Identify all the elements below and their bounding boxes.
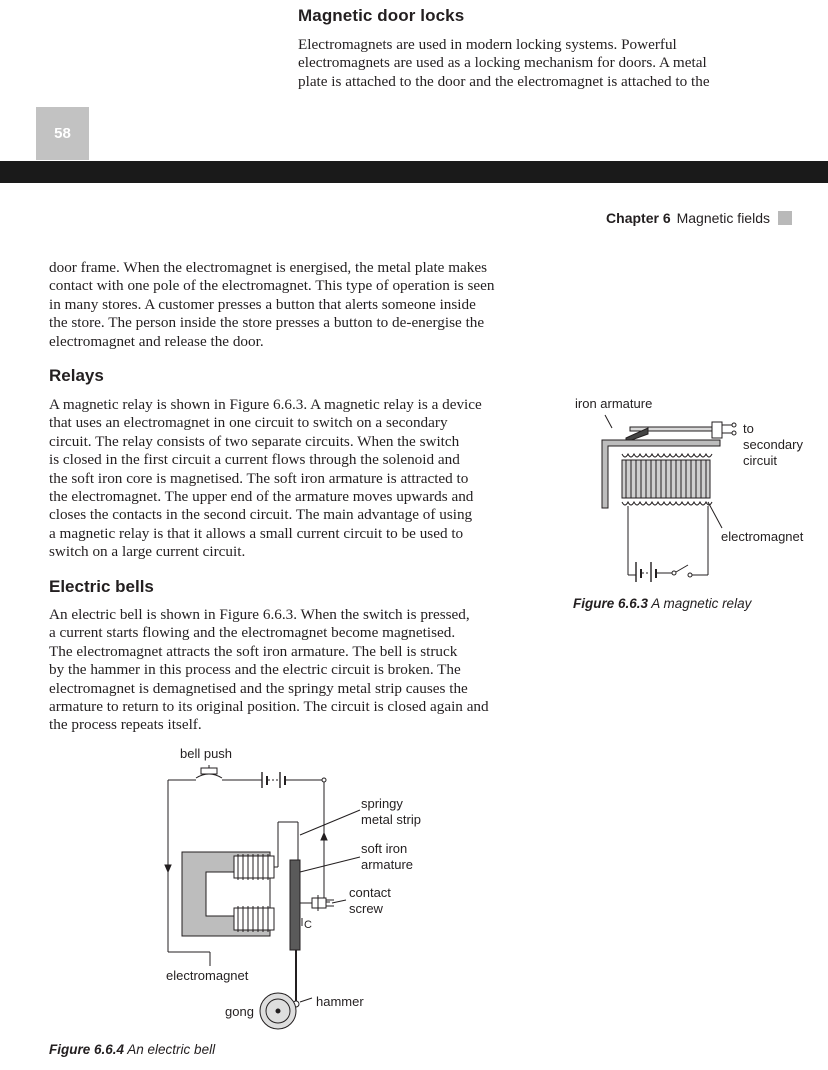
door-locks-paragraph [298, 36, 768, 91]
label-soft-iron: soft iron [361, 841, 408, 856]
label-gong: gong [225, 1004, 254, 1019]
label-screw: screw [349, 901, 383, 916]
text-line: the soft iron core is magnetised. The soft iron armature is attracted to [49, 469, 469, 487]
label-secondary: secondary [743, 437, 803, 452]
label-electromagnet: electromagnet [166, 968, 249, 983]
contact-block [712, 422, 722, 438]
label-pointer [605, 415, 612, 428]
text-line: circuit. The relay consists of two separate circuits. When the switch [49, 432, 460, 450]
label-contact: contact [349, 885, 391, 900]
bells-paragraph [49, 606, 549, 735]
door-locks-paragraph-continued [49, 259, 549, 351]
chapter-title: Magnetic fields [676, 210, 770, 226]
soft-iron-armature [290, 860, 300, 950]
label-springy: springy [361, 796, 403, 811]
label-circuit: circuit [743, 453, 777, 468]
relay-diagram [560, 390, 820, 590]
text-line: armature to return to its original position. The circuit is closed again and [49, 698, 489, 716]
page-divider-bar [0, 161, 828, 183]
text-line: door frame. When the electromagnet is energised, the metal plate makes [49, 259, 488, 276]
text-line: switch on a large current circuit. [49, 543, 246, 561]
section-heading-electric-bells: Electric bells [49, 577, 154, 596]
label-c: C [304, 919, 312, 931]
chapter-marker-square [778, 211, 792, 225]
chapter-number: Chapter 6 [606, 210, 671, 226]
label-iron-armature: iron armature [575, 396, 653, 411]
text-line: the store. The person inside the store presses a button to de-energise the [49, 314, 485, 332]
figure-number: Figure 6.6.3 [573, 596, 649, 611]
relays-paragraph [49, 396, 549, 562]
figure-caption-bell [49, 1042, 215, 1057]
section-heading-relays: Relays [49, 366, 104, 385]
text-line: contact with one pole of the electromagnet. This type of operation is seen [49, 277, 495, 295]
text-line: electromagnets are used as a locking mechanism for doors. A metal [298, 54, 707, 72]
text-line: An electric bell is shown in Figure 6.6.3. When the switch is pressed, [49, 606, 470, 623]
text-line: plate is attached to the door and the electromagnet is attached to the [298, 72, 710, 90]
bell-push-button [201, 768, 217, 774]
text-line: Electromagnets are used in modern locking systems. Powerful [298, 36, 677, 53]
text-line: electromagnet is demagnetised and the springy metal strip causes the [49, 679, 468, 697]
figure-caption-relay [573, 596, 751, 611]
electric-bell-diagram [150, 740, 450, 1030]
contact-screw [312, 898, 326, 908]
label-metal-strip: metal strip [361, 812, 421, 827]
text-line: closes the contacts in the second circuit. The main advantage of using [49, 506, 473, 524]
page-number: 58 [36, 107, 89, 160]
text-line: the process repeats itself. [49, 716, 202, 734]
text-line: the electromagnet. The upper end of the armature moves upwards and [49, 488, 474, 506]
figure-caption-text: A magnetic relay [651, 596, 752, 611]
label-armature: armature [361, 857, 414, 872]
label-bell-push: bell push [180, 746, 233, 761]
text-line: a magnetic relay is that it allows a small current circuit to be used to [49, 524, 464, 542]
text-line: electromagnet and release the door. [49, 332, 264, 350]
text-line: in many stores. A customer presses a button that alerts someone inside [49, 295, 476, 313]
figure-number: Figure 6.6.4 [49, 1042, 125, 1057]
text-line: a current starts flowing and the electromagnet become magnetised. [49, 624, 456, 642]
text-line: that uses an electromagnet in one circuit to switch on a secondary [49, 414, 448, 432]
label-hammer: hammer [316, 994, 364, 1009]
text-line: The electromagnet attracts the soft iron armature. The bell is struck [49, 642, 458, 660]
section-heading-door-locks: Magnetic door locks [298, 6, 465, 25]
text-line: by the hammer in this process and the electric circuit is broken. The [49, 661, 461, 679]
running-head [606, 210, 792, 226]
label-to: to [743, 421, 754, 436]
figure-caption-text: An electric bell [127, 1042, 216, 1057]
text-line: A magnetic relay is shown in Figure 6.6.3. A magnetic relay is a device [49, 396, 482, 413]
label-electromagnet: electromagnet [721, 529, 804, 544]
text-line: is closed in the first circuit a current flows through the solenoid and [49, 451, 460, 469]
